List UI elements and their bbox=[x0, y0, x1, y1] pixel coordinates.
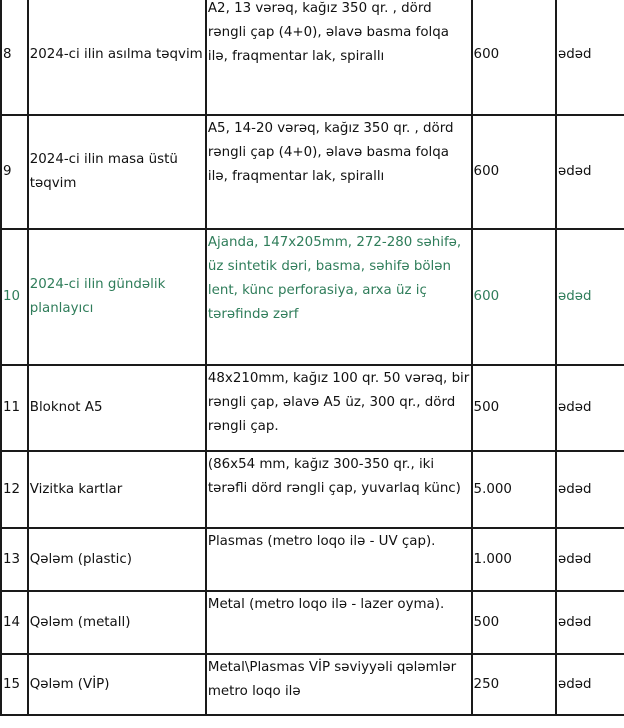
table-row bbox=[1, 654, 624, 715]
table-row bbox=[1, 0, 624, 115]
quantity: 600 bbox=[472, 0, 556, 115]
unit: ədəd bbox=[556, 654, 624, 715]
product-description: A5, 14-20 vərəq, kağız 350 qr. , dörd rəngli çap (4+0), əlavə basma folqa ilə, fraqmentar lak, spirallı bbox=[206, 115, 472, 229]
quantity: 600 bbox=[472, 229, 556, 365]
quantity: 1.000 bbox=[472, 528, 556, 591]
row-number: 9 bbox=[1, 115, 28, 229]
row-number: 15 bbox=[1, 654, 28, 715]
product-name: 2024-ci ilin gündəlik planlayıcı bbox=[28, 229, 206, 365]
product-name: Qələm (VİP) bbox=[28, 654, 206, 715]
product-description: A2, 13 vərəq, kağız 350 qr. , dörd rəngli çap (4+0), əlavə basma folqa ilə, fraqmentar lak, spirallı bbox=[206, 0, 472, 115]
product-name: Qələm (plastic) bbox=[28, 528, 206, 591]
unit: ədəd bbox=[556, 365, 624, 451]
row-number: 12 bbox=[1, 451, 28, 528]
table-row bbox=[1, 451, 624, 528]
unit: ədəd bbox=[556, 0, 624, 115]
product-name: Vizitka kartlar bbox=[28, 451, 206, 528]
product-name: Qələm (metall) bbox=[28, 591, 206, 654]
unit: ədəd bbox=[556, 115, 624, 229]
quantity: 500 bbox=[472, 591, 556, 654]
quantity: 600 bbox=[472, 115, 556, 229]
quantity: 5.000 bbox=[472, 451, 556, 528]
quantity: 500 bbox=[472, 365, 556, 451]
unit: ədəd bbox=[556, 229, 624, 365]
unit: ədəd bbox=[556, 451, 624, 528]
table-row bbox=[1, 591, 624, 654]
table-row bbox=[1, 528, 624, 591]
product-description: Plasmas (metro loqo ilə - UV çap). bbox=[206, 528, 472, 591]
row-number: 11 bbox=[1, 365, 28, 451]
row-number: 13 bbox=[1, 528, 28, 591]
unit: ədəd bbox=[556, 528, 624, 591]
row-number: 10 bbox=[1, 229, 28, 365]
row-number: 14 bbox=[1, 591, 28, 654]
row-number: 8 bbox=[1, 0, 28, 115]
product-name: 2024-ci ilin masa üstü təqvim bbox=[28, 115, 206, 229]
product-name: 2024-ci ilin asılma təqvim bbox=[28, 0, 206, 115]
unit: ədəd bbox=[556, 591, 624, 654]
product-description: 48x210mm, kağız 100 qr. 50 vərəq, bir rəngli çap, əlavə A5 üz, 300 qr., dörd rəngli çap. bbox=[206, 365, 472, 451]
table-row bbox=[1, 229, 624, 365]
product-description: Ajanda, 147x205mm, 272-280 səhifə, üz sintetik dəri, basma, səhifə bölən lent, künc perforasiya, arxa üz iç tərəfində zərf bbox=[206, 229, 472, 365]
table-row bbox=[1, 115, 624, 229]
product-description: Metal\Plasmas VİP səviyyəli qələmlər metro loqo ilə bbox=[206, 654, 472, 715]
product-name: Bloknot A5 bbox=[28, 365, 206, 451]
product-description: Metal (metro loqo ilə - lazer oyma). bbox=[206, 591, 472, 654]
quantity: 250 bbox=[472, 654, 556, 715]
table-row bbox=[1, 365, 624, 451]
product-description: (86x54 mm, kağız 300-350 qr., iki tərəfli dörd rəngli çap, yuvarlaq künc) bbox=[206, 451, 472, 528]
